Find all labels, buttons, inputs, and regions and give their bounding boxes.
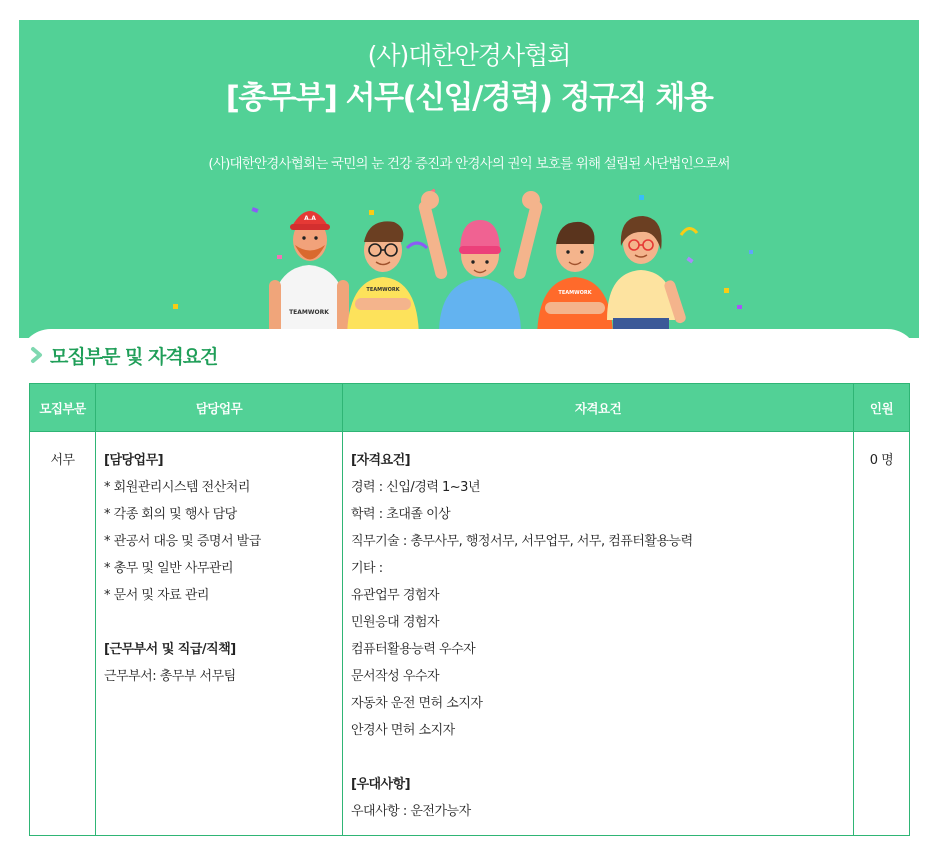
dept-heading: [근무부서 및 직급/직책] [104, 642, 236, 657]
duty-item: * 회원관리시스템 전산처리 [104, 480, 250, 495]
section-title-text: 모집부문 및 자격요건 [50, 345, 218, 368]
table-header-row [30, 384, 910, 432]
person-3-illustration [418, 191, 544, 338]
etc-item: 유관업무 경험자 [351, 588, 440, 603]
headcount-cell: 0 명 [854, 432, 910, 836]
shirt-label-3: TEAMWORK [558, 290, 592, 296]
duties-cell [96, 432, 343, 836]
duty-item: * 관공서 대응 및 증명서 발급 [104, 534, 261, 549]
requirements-cell [343, 432, 854, 836]
requirement-education: 학력 : 초대졸 이상 [351, 507, 451, 522]
requirement-experience: 경력 : 신입/경력 1~3년 [351, 480, 480, 495]
cap-label: A.A [304, 215, 316, 222]
person-2-illustration [347, 221, 419, 338]
person-4-illustration [537, 222, 613, 338]
teamwork-illustration [19, 170, 919, 338]
etc-item: 민원응대 경험자 [351, 615, 440, 630]
recruitment-table [29, 383, 910, 836]
header-division: 모집부문 [30, 384, 96, 432]
organization-name: (사)대한안경사협회 [367, 41, 571, 70]
requirement-skills: 직무기술 : 총무사무, 행정서무, 서무업무, 서무, 컴퓨터활용능력 [351, 534, 693, 549]
etc-item: 안경사 면허 소지자 [351, 723, 455, 738]
etc-item: 자동차 운전 면허 소지자 [351, 696, 483, 711]
person-1-illustration [269, 211, 349, 338]
duty-item: * 문서 및 자료 관리 [104, 588, 209, 603]
header-duties: 담당업무 [96, 384, 343, 432]
spacer [351, 744, 845, 771]
duty-item: * 각종 회의 및 행사 담당 [104, 507, 237, 522]
section-title [30, 340, 217, 370]
requirements-heading: [자격요건] [351, 453, 411, 468]
duty-item: * 총무 및 일반 사무관리 [104, 561, 234, 576]
shirt-label-1: TEAMWORK [289, 309, 329, 316]
spacer [104, 609, 334, 636]
job-title: [총무부] 서무(신입/경력) 정규직 채용 [225, 80, 713, 116]
header-requirements: 자격요건 [343, 384, 854, 432]
shirt-label-2: TEAMWORK [366, 287, 400, 293]
preference-value: 우대사항 : 운전가능자 [351, 804, 471, 819]
dept-value: 근무부서: 총무부 서무팀 [104, 669, 236, 684]
chevron-right-icon [30, 346, 44, 364]
requirement-etc-label: 기타 : [351, 561, 383, 576]
duties-heading: [담당업무] [104, 453, 164, 468]
hero-banner [19, 20, 919, 338]
banner-curve [19, 329, 919, 338]
etc-item: 컴퓨터활용능력 우수자 [351, 642, 476, 657]
etc-item: 문서작성 우수자 [351, 669, 440, 684]
header-headcount: 인원 [854, 384, 910, 432]
division-cell: 서무 [30, 432, 96, 836]
table-row [30, 432, 910, 836]
preference-heading: [우대사항] [351, 777, 411, 792]
person-5-illustration [607, 216, 687, 338]
organization-intro: (사)대한안경사협회는 국민의 눈 건강 증진과 안경사의 권익 보호를 위해 설립된 사단법인으로써 [208, 156, 730, 172]
